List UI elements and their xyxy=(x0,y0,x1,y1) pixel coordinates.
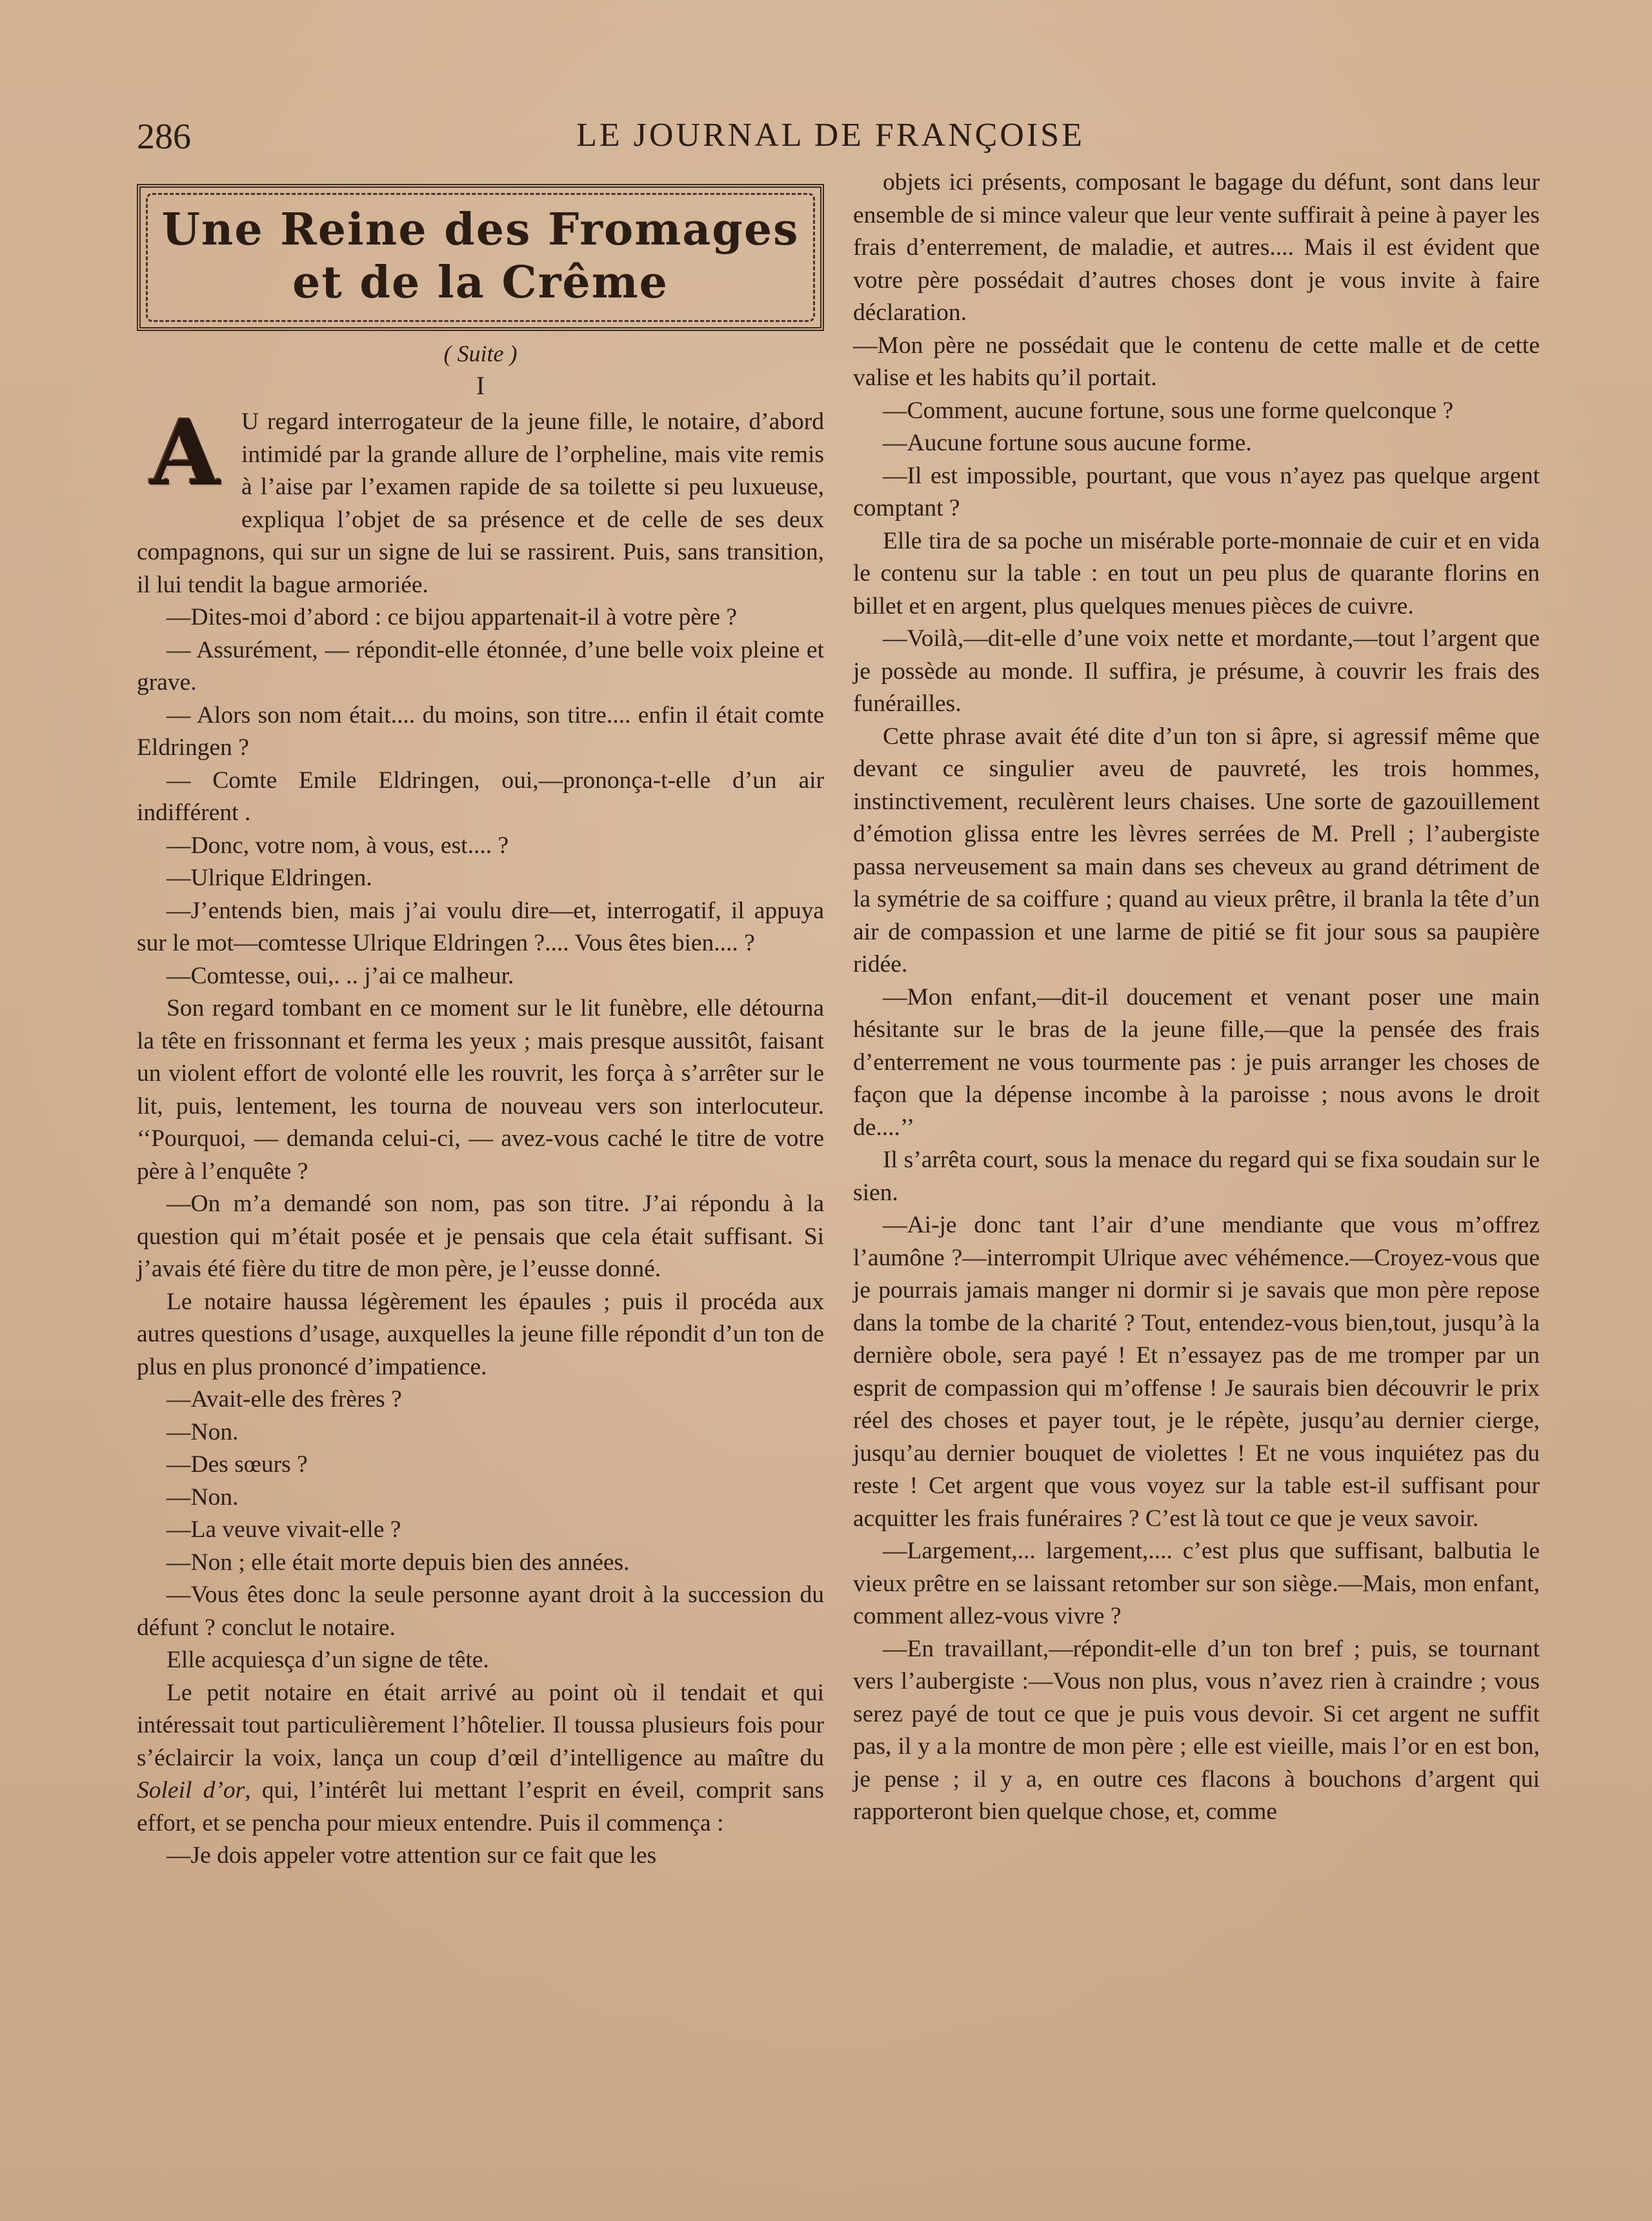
paragraph: —Mon enfant,—dit-il doucement et venant poser une main hésitante sur le bras de la jeune fille,—que la pensée des frais d’enterrement ne vous tourmente pas : je puis arranger les choses de façon que la dépense incombe à la paroisse ; nous avons le droit de....’’ xyxy=(853,983,1540,1141)
paragraph: —J’entends bien, mais j’ai voulu dire—et, interrogatif, il appuya sur le mot—comtesse Ulrique Eldringen ?.... Vous êtes bien.... ? xyxy=(137,897,824,956)
paragraph: —Comtesse, oui,. .. j’ai ce malheur. xyxy=(166,962,514,989)
page-header xyxy=(137,116,1524,161)
title-frame xyxy=(137,184,824,331)
paragraph: Cette phrase avait été dite d’un ton si âpre, si agressif même que devant ce singulier aveu de pauvreté, les trois hommes, instinctivement, reculèrent leurs chaises. Une sorte de gazouillement d’émotion glissa entre les lèvres serrées de M. Prell ; l’aubergiste passa nerveusement sa main dans ses cheveux au grand détriment de la symétrie de sa coiffure ; quand au vieux prêtre, il branla la tête d’un air de compassion et une larme de pitié se fit jour sous sa paupière ridée. xyxy=(853,723,1540,978)
paragraph xyxy=(137,401,824,601)
paragraph-text: , qui, l’intérêt lui mettant l’esprit en éveil, comprit sans effort, et se pencha pour mieux entendre. Puis il commença : xyxy=(137,1777,824,1836)
page-number: 286 xyxy=(137,117,191,157)
paragraph: —Comment, aucune fortune, sous une forme quelconque ? xyxy=(883,397,1454,424)
paragraph: —En travaillant,—répondit-elle d’un ton bref ; puis, se tournant vers l’aubergiste :—Vous non plus, vous n’avez rien à craindre ; vous serez payé de tout ce que je puis vous devoir. Si cet argent ne suffit pas, il y a la montre de mon père ; elle est vieille, mais l’or en est bon, je pense ; il y a, en outre ces flacons à bouchons d’argent qui rapporteront bien quelque chose, et, comme xyxy=(853,1635,1540,1825)
paragraph: objets ici présents, composant le bagage du défunt, sont dans leur ensemble de si mince valeur que leur vente suffirait à peine à payer les frais d’enterrement, de maladie, et autres.... Mais il est évident que votre père possédait d’autres choses dont je vous invite à faire déclaration. xyxy=(853,169,1540,326)
paragraph: Elle acquiesça d’un signe de tête. xyxy=(166,1647,489,1673)
article-title-line1: Une Reine des Fromages xyxy=(161,204,800,256)
paragraph: Il s’arrêta court, sous la menace du regard qui se fixa soudain sur le sien. xyxy=(853,1147,1540,1206)
paragraph-text: U regard interrogateur de la jeune fille, le notaire, d’abord intimidé par la grande allure de l’orpheline, mais vite remis à l’aise par l’examen rapide de sa toilette si peu luxueuse, expliqua l’objet de sa présence et de celle de ses deux compagnons, qui sur un signe de lui se rassirent. Puis, sans transition, il lui tendit la bague armoriée. xyxy=(137,408,824,598)
paragraph xyxy=(137,1677,824,1840)
paragraph-text: Le petit notaire en était arrivé au point où il tendait et qui intéressait tout particulièrement l’hôtelier. Il toussa plusieurs fois pour s’éclaircir la voix, lança un coup d’œil d’intelligence au maître du xyxy=(137,1679,824,1771)
paragraph: —Non. xyxy=(166,1483,239,1511)
paragraph: —Avait-elle des frères ? xyxy=(166,1386,402,1412)
suite-label: ( Suite ) xyxy=(443,341,518,367)
left-column xyxy=(137,184,824,1873)
paragraph: —Vous êtes donc la seule personne ayant droit à la succession du défunt ? conclut le notaire. xyxy=(137,1582,824,1641)
paragraph: —Ulrique Eldringen. xyxy=(166,865,372,891)
paragraph: —Aucune fortune sous aucune forme. xyxy=(883,430,1252,456)
paragraph: —Donc, votre nom, à vous, est.... ? xyxy=(166,832,509,859)
paragraph: —Mon père ne possédait que le contenu de cette malle et de cette valise et les habits qu’il portait. xyxy=(853,332,1540,391)
inn-name: Soleil d’or xyxy=(137,1777,245,1804)
paragraph: —On m’a demandé son nom, pas son titre. J’ai répondu à la question qui m’était posée et je pensais que cela était suffisant. Si j’avais été fière du titre de mon père, je l’eusse donné. xyxy=(137,1191,824,1282)
paragraph: —Non ; elle était morte depuis bien des années. xyxy=(166,1549,630,1576)
paragraph: — Assurément, — répondit-elle étonnée, d’une belle voix pleine et grave. xyxy=(137,636,824,696)
paragraph: Son regard tombant en ce moment sur le lit funèbre, elle détourna la tête en frissonnant et ferma les yeux ; mais presque aussitôt, faisant un violent effort de volonté elle les rouvrit, les força à s’arrêter sur le lit, puis, lentement, les tourna de nouveau vers son interlocuteur. ‘‘Pourquoi, — demanda celui-ci, — avez-vous caché le titre de votre père à l’enquête ? xyxy=(137,995,824,1185)
paragraph: — Alors son nom était.... du moins, son titre.... enfin il était comte Eldringen ? xyxy=(137,701,824,761)
paragraph: —Non. xyxy=(166,1418,239,1445)
paragraph: —Il est impossible, pourtant, que vous n’ayez pas quelque argent comptant ? xyxy=(853,462,1540,521)
paragraph: Elle tira de sa poche un misérable porte-monnaie de cuir et en vida le contenu sur la table : en tout un peu plus de quarante florins en billet et en argent, plus quelques menues pièces de cuivre. xyxy=(853,527,1540,619)
paragraph: —Voilà,—dit-elle d’une voix nette et mordante,—tout l’argent que je possède au monde. Il suffira, je présume, à couvrir les frais des funérailles. xyxy=(853,625,1540,717)
drop-cap: A xyxy=(150,401,221,507)
article-title-line2: et de la Crême xyxy=(292,257,669,308)
paragraph: — Comte Emile Eldringen, oui,—prononça-t-elle d’un air indifférent . xyxy=(137,767,824,826)
paragraph: —Dites-moi d’abord : ce bijou appartenait-il à votre père ? xyxy=(166,604,738,630)
paragraph: —Ai-je donc tant l’air d’une mendiante que vous m’offrez l’aumône ?—interrompit Ulrique avec véhémence.—Croyez-vous que je pourrais jamais manger ni dormir si je savais que mon père repose dans la tombe de la charité ? Tout, entendez-vous bien,tout, jusqu’à la dernière obole, sera payé ! Et n’essayez pas de me tromper par un esprit de compassion qui m’offense ! Je saurais bien découvrir le prix réel des choses et payer tout, je le répète, jusqu’au dernier cierge, jusqu’au dernier bouquet de violettes ! Et ne vous inquiétez pas du reste ! Cet argent que vous voyez sur la table est-il suffisant pour acquitter les frais funéraires ? C’est là tout ce que je veux savoir. xyxy=(853,1212,1540,1532)
paragraph: —La veuve vivait-elle ? xyxy=(166,1516,401,1543)
paragraph: —Largement,... largement,.... c’est plus que suffisant, balbutia le vieux prêtre en se laissant retomber sur son siège.—Mais, mon enfant, comment allez-vous vivre ? xyxy=(853,1538,1540,1629)
paragraph: Le notaire haussa légèrement les épaules ; puis il procéda aux autres questions d’usage, auxquelles la jeune fille répondit d’un ton de plus en plus prononcé d’impatience. xyxy=(137,1288,824,1380)
right-column xyxy=(853,166,1540,1829)
running-head: LE JOURNAL DE FRANÇOISE xyxy=(576,117,1085,154)
chapter-number: I xyxy=(476,371,485,400)
paragraph: —Je dois appeler votre attention sur ce fait que les xyxy=(166,1842,657,1869)
paragraph: —Des sœurs ? xyxy=(166,1451,308,1478)
